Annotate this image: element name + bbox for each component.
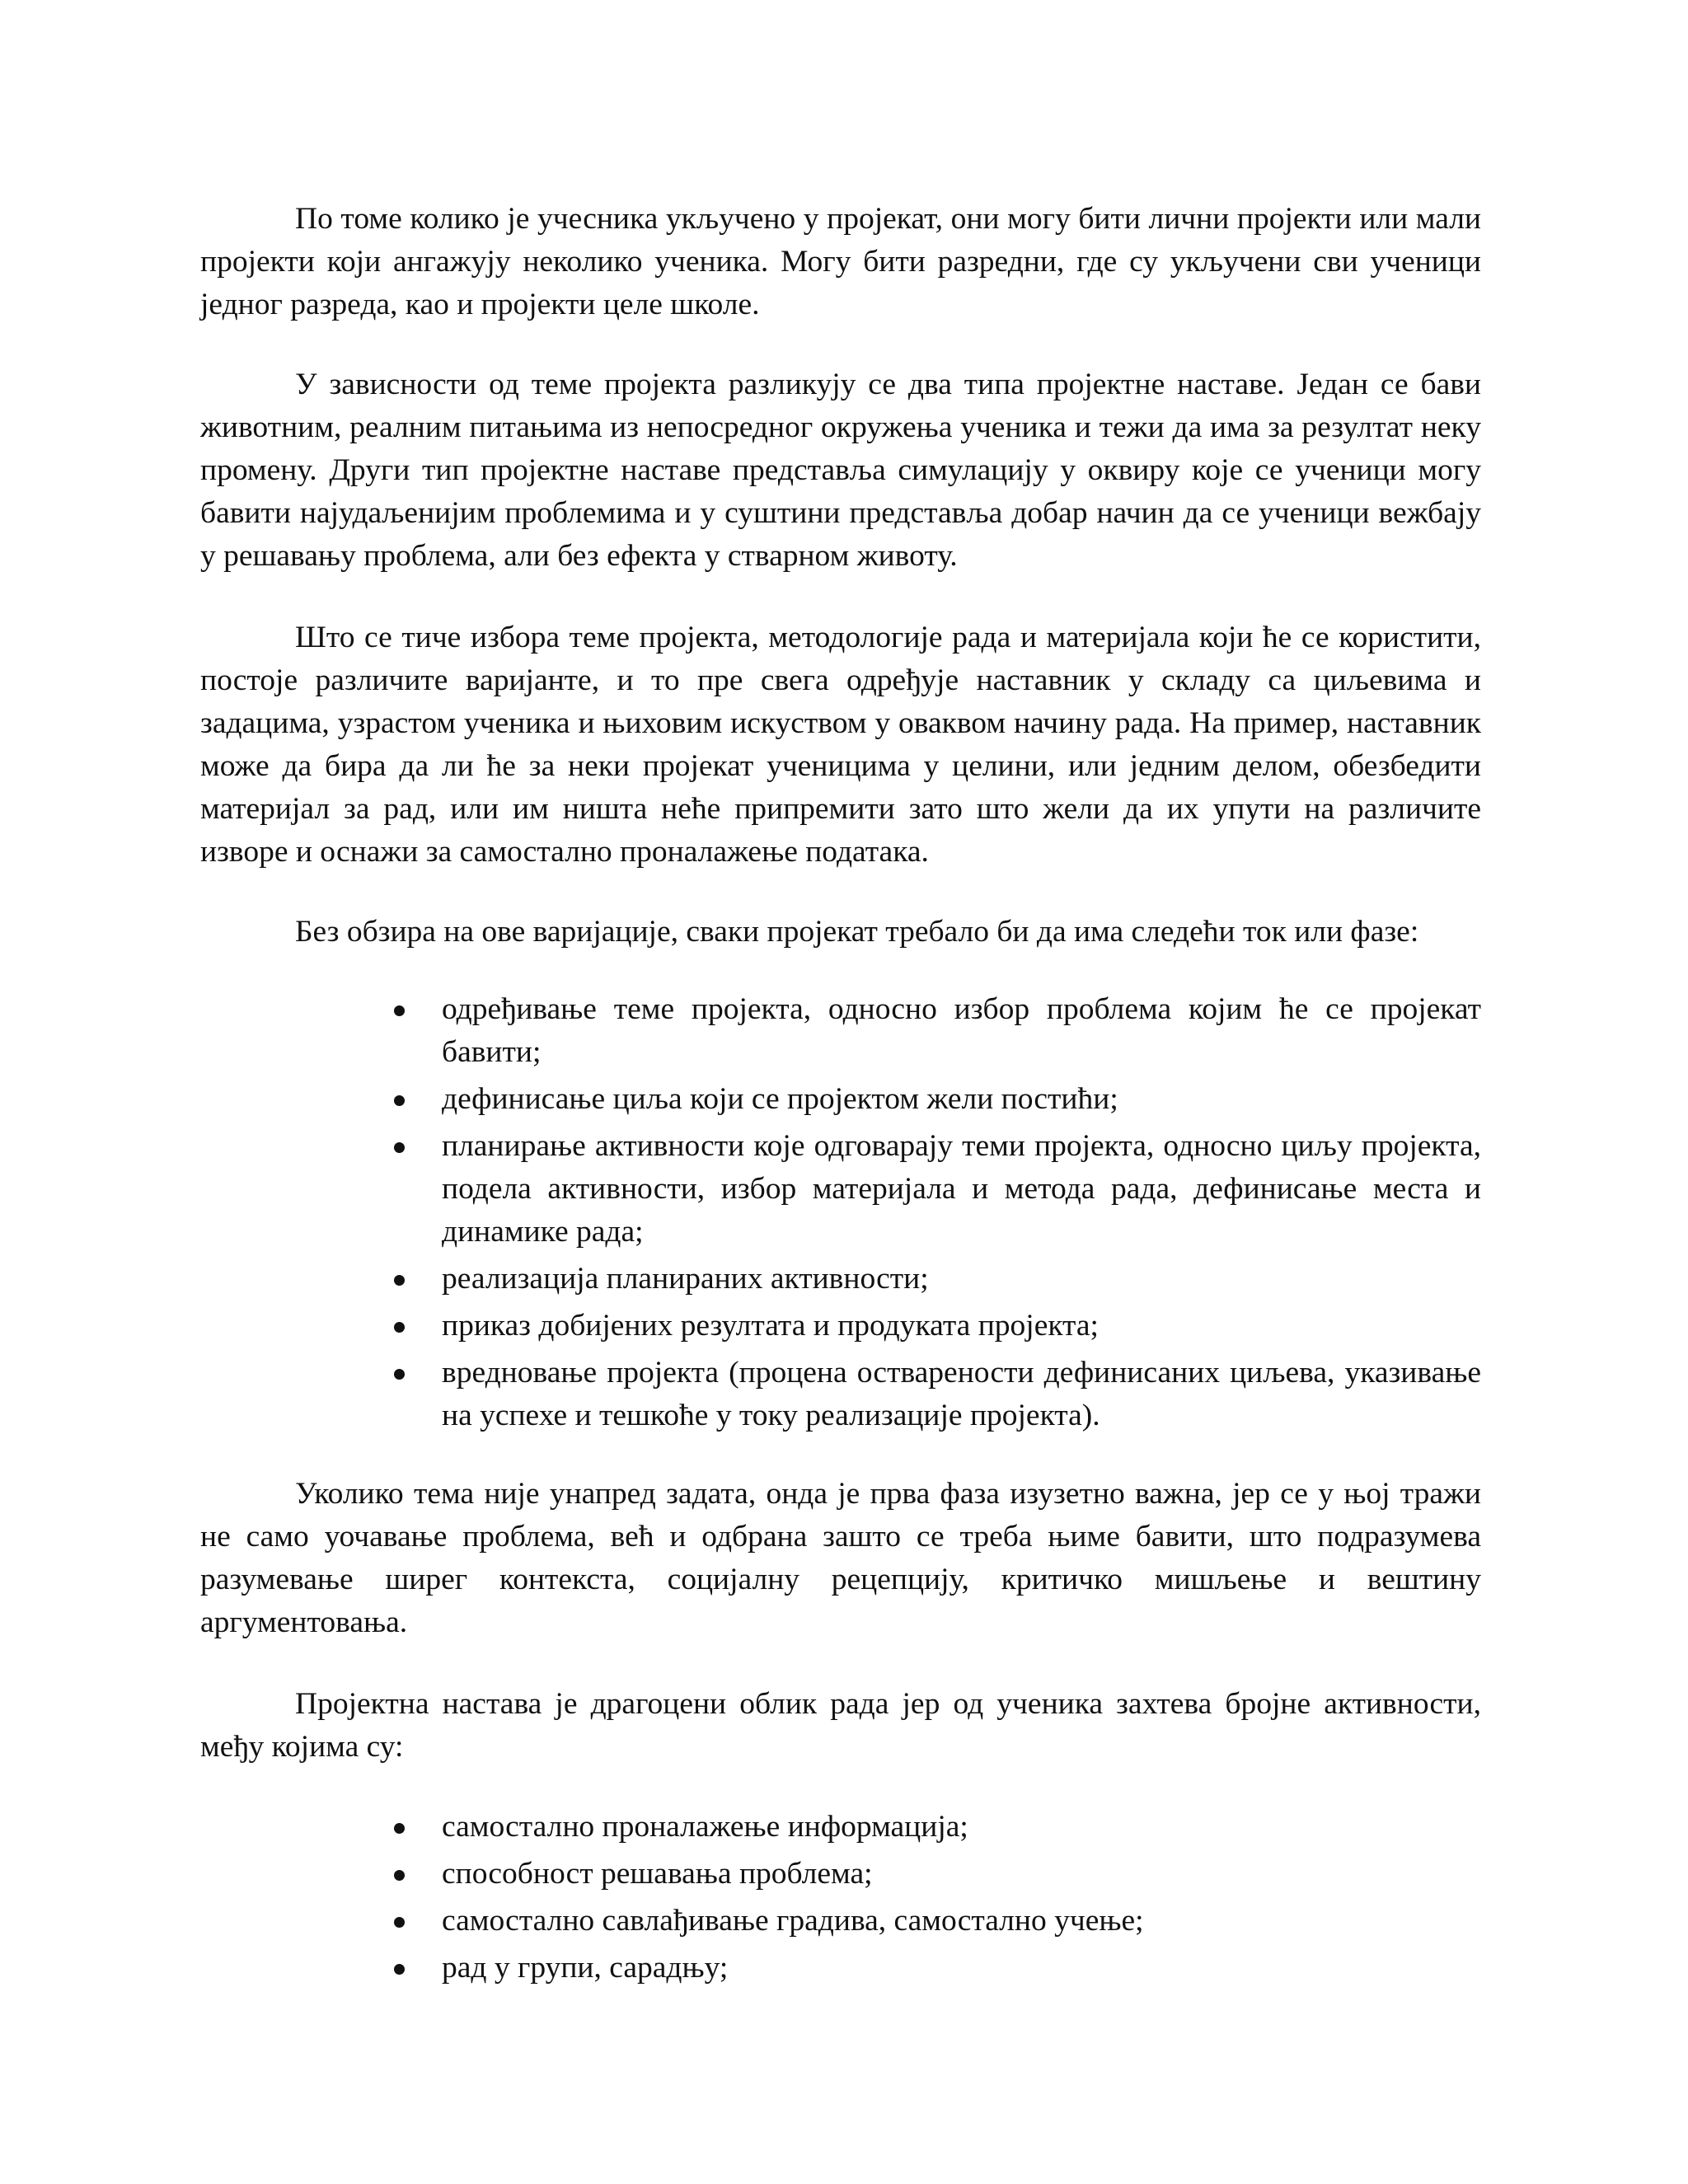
list-item-text: вредновање пројекта (процена остварености дефинисаних циљева, указивање на успехе и тешкоће у току реализације пројекта).: [442, 1356, 1481, 1432]
list-item: [394, 1305, 1481, 1347]
phases-list: [394, 988, 1481, 1437]
bullet-icon: [394, 1917, 405, 1928]
list-item-text: реализација планираних активности;: [442, 1262, 929, 1296]
list-item: [394, 1258, 1481, 1301]
list-item: [394, 1900, 1481, 1943]
list-item: [394, 1352, 1481, 1437]
paragraph-theme-selection: Што се тиче избора теме пројекта, методологије рада и материјала који ће се користити, постоје различите варијанте, и то пре свега одређује наставник у складу са циљевима и задацима, узрастом ученика и њиховим искуством у оваквом начину рада. На пример, наставник може да бира да ли ће за неки пројекат ученицима у целини, или једним делом, обезбедити материјал за рад, или им ништа неће припремити зато што жели да их упути на различите изворе и оснажи за самостално проналажење података.: [200, 621, 1481, 869]
document-body: [200, 198, 1481, 1994]
bullet-icon: [394, 1369, 405, 1380]
bullet-icon: [394, 1142, 405, 1153]
activities-list: [394, 1806, 1481, 1990]
paragraph-project-types-by-theme: У зависности од теме пројекта разликују се два типа пројектне наставе. Један се бави животним, реалним питањима из непосредног окружења ученика и тежи да има за резултат неку промену. Други тип пројектне наставе представља симулацију у оквиру које се ученици могу бавити најудаљенијим проблемима и у суштини представља добар начин да се ученици вежбају у решавању проблема, али без ефекта у стварном животу.: [200, 368, 1481, 573]
list-item-text: планирање активности које одговарају теми пројекта, односно циљу пројекта, подела активности, избор материјала и метода рада, дефинисање места и динамике рада;: [442, 1129, 1481, 1249]
bullet-icon: [394, 1964, 405, 1975]
list-item-text: одређивање теме пројекта, односно избор проблема којим ће се пројекат бавити;: [442, 992, 1481, 1069]
paragraph-first-phase-importance: Уколико тема није унапред задата, онда је прва фаза изузетно важна, јер се у њој тражи не само уочавање проблема, већ и одбрана зашто се треба њиме бавити, што подразумева разумевање ширег контекста, социјалну рецепцију, критичко мишљење и вештину аргументовања.: [200, 1477, 1481, 1639]
list-item: [394, 1125, 1481, 1254]
paragraph-phases-intro: Без обзира на ове варијације, сваки пројекат требало би да има следећи ток или фазе:: [295, 915, 1419, 949]
list-item-text: самостално проналажење информација;: [442, 1810, 968, 1844]
list-item-text: рад у групи, сарадњу;: [442, 1951, 729, 1985]
list-item: [394, 1078, 1481, 1121]
paragraph-activities-intro: Пројектна настава је драгоцени облик рада јер од ученика захтева бројне активности, међу којима су:: [200, 1687, 1481, 1764]
list-item: [394, 988, 1481, 1074]
bullet-icon: [394, 1322, 405, 1333]
bullet-icon: [394, 1870, 405, 1881]
paragraph-project-types-by-participants: По томе колико је учесника укључено у пројекат, они могу бити лични пројекти или мали пројекти који ангажују неколико ученика. Могу бити разредни, где су укључени сви ученици једног разреда, као и пројекти целе школе.: [200, 202, 1481, 321]
list-item: [394, 1947, 1481, 1990]
list-item-text: способност решавања проблема;: [442, 1857, 873, 1891]
list-item-text: приказ добијених резултата и продуката пројекта;: [442, 1309, 1099, 1343]
list-item-text: дефинисање циља који се пројектом жели постићи;: [442, 1082, 1118, 1116]
list-item-text: самостално савлађивање градива, самостално учење;: [442, 1904, 1144, 1938]
bullet-icon: [394, 1095, 405, 1106]
list-item: [394, 1806, 1481, 1849]
bullet-icon: [394, 1823, 405, 1834]
bullet-icon: [394, 1005, 405, 1016]
bullet-icon: [394, 1275, 405, 1286]
list-item: [394, 1853, 1481, 1896]
